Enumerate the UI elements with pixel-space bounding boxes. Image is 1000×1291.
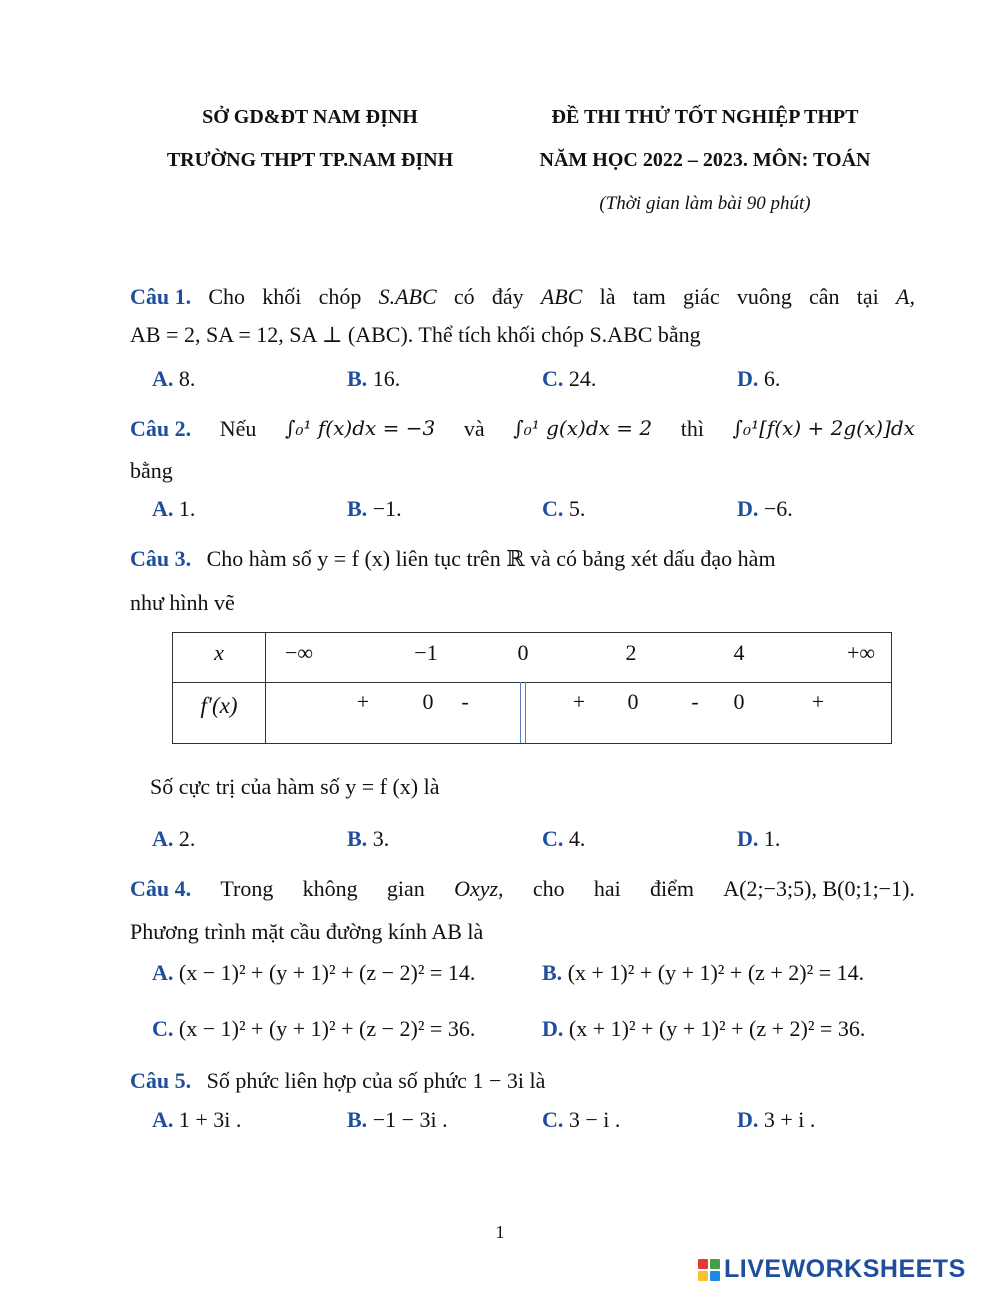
question-5-text: Số phức liên hợp của số phức 1 − 3i là [206,1068,546,1093]
option-b[interactable]: B. −1 − 3i . [347,1107,448,1132]
option-a[interactable]: A. 1 + 3i . [152,1107,242,1132]
question-4-label: Câu 4. [130,876,192,901]
option-a[interactable]: A. (x − 1)² + (y + 1)² + (z − 2)² = 14. [152,960,476,985]
x-value: −1 [414,640,438,665]
x-value: −∞ [284,640,314,665]
q4-word: không [302,876,358,901]
q1-word: khối [262,284,302,309]
question-2-label: Câu 2. [130,416,192,441]
q1-word: vuông [736,284,792,309]
row-head-x: x [214,640,224,665]
q1-word: giác [682,284,720,309]
question-1-line2: AB = 2, SA = 12, SA ⊥ (ABC). Thể tích khối chóp S.ABC bằng [130,322,701,347]
q4-word: điểm [650,876,695,901]
x-value: +∞ [846,640,876,665]
option-d[interactable]: D. 1. [737,826,781,851]
table-divider-h [173,682,891,683]
q4-word: Oxyz, [454,876,504,901]
row-head-fprime: f′(x) [200,693,238,718]
undefined-marker [520,682,526,743]
sign-table [172,632,892,744]
q1-word: là [599,284,616,309]
question-2-line2: bằng [130,458,173,483]
question-5-line1 [130,1068,915,1094]
option-b[interactable]: B. −1. [347,496,402,521]
q1-word: A, [896,284,915,309]
option-a[interactable]: A. 8. [152,366,196,391]
table-divider-v [265,633,266,743]
question-2-line1 [130,416,915,442]
q2-word: và [463,416,485,441]
sign: + [356,689,370,714]
school-dept: SỞ GD&ĐT NAM ĐỊNH [202,106,418,128]
option-d[interactable]: D. 6. [737,366,781,391]
integral-g: ∫₀¹ 𝑔(𝑥)𝑑𝑥 = 2 [513,416,653,440]
option-c[interactable]: C. (x − 1)² + (y + 1)² + (z − 2)² = 36. [152,1016,476,1041]
q2-word: thì [680,416,704,441]
q4-word: cho [532,876,565,901]
option-d[interactable]: D. (x + 1)² + (y + 1)² + (z + 2)² = 36. [542,1016,866,1041]
question-4-line2: Phương trình mặt cầu đường kính AB là [130,919,484,944]
option-b[interactable]: B. 3. [347,826,390,851]
q2-word: Nếu [219,416,257,441]
q4-word: hai [593,876,621,901]
integral-sum: ∫₀¹[𝑓(𝑥) + 2𝑔(𝑥)]𝑑𝑥 [732,416,915,440]
liveworksheets-logo[interactable] [698,1255,966,1284]
sign: - [461,689,469,714]
q4-word: gian [386,876,425,901]
question-3-text: Cho hàm số y = f (x) liên tục trên ℝ và có bảng xét dấu đạo hàm [206,546,776,571]
sign: 0 [422,689,434,714]
question-3-line3: Số cực trị của hàm số y = f (x) là [150,774,440,799]
question-3-line1 [130,546,915,572]
q4-word: Trong [220,876,274,901]
q1-word: tại [856,284,879,309]
exam-duration: (Thời gian làm bài 90 phút) [599,193,811,214]
sign: - [691,689,699,714]
q1-word: cân [809,284,840,309]
sign: 0 [627,689,639,714]
option-c[interactable]: C. 24. [542,366,597,391]
question-5-label: Câu 5. [130,1068,192,1093]
question-3-label: Câu 3. [130,546,192,571]
x-value: 4 [733,640,745,665]
sign: + [572,689,586,714]
exam-title: ĐỀ THI THỬ TỐT NGHIỆP THPT [551,106,859,128]
x-value: 0 [517,640,529,665]
x-value: 2 [625,640,637,665]
q1-word: chóp [318,284,362,309]
option-c[interactable]: C. 3 − i . [542,1107,621,1132]
q1-word: đáy [491,284,524,309]
q1-word: S.ABC [378,284,437,309]
question-1-line1 [130,284,915,310]
q1-word: ABC [540,284,583,309]
option-c[interactable]: C. 4. [542,826,586,851]
school-name: TRƯỜNG THPT TP.NAM ĐỊNH [166,149,454,171]
option-d[interactable]: D. 3 + i . [737,1107,816,1132]
q1-word: có [453,284,475,309]
option-b[interactable]: B. (x + 1)² + (y + 1)² + (z + 2)² = 14. [542,960,865,985]
integral-f: ∫₀¹ 𝑓(𝑥)𝑑𝑥 = −3 [285,416,436,440]
option-c[interactable]: C. 5. [542,496,586,521]
logo-grid-icon [698,1259,720,1281]
page-number: 1 [495,1222,505,1242]
question-1-label: Câu 1. [130,284,192,309]
option-a[interactable]: A. 2. [152,826,196,851]
q1-word: tam [632,284,666,309]
option-a[interactable]: A. 1. [152,496,196,521]
question-3-line2: như hình vẽ [130,590,235,615]
sign: + [811,689,825,714]
logo-text: LIVEWORKSHEETS [724,1255,966,1283]
option-d[interactable]: D. −6. [737,496,793,521]
option-b[interactable]: B. 16. [347,366,401,391]
sign: 0 [733,689,745,714]
exam-year-subject: NĂM HỌC 2022 – 2023. MÔN: TOÁN [539,149,871,171]
q1-word: Cho [208,284,246,309]
question-4-line1 [130,876,915,902]
q4-points: A(2;−3;5), B(0;1;−1). [723,876,915,901]
